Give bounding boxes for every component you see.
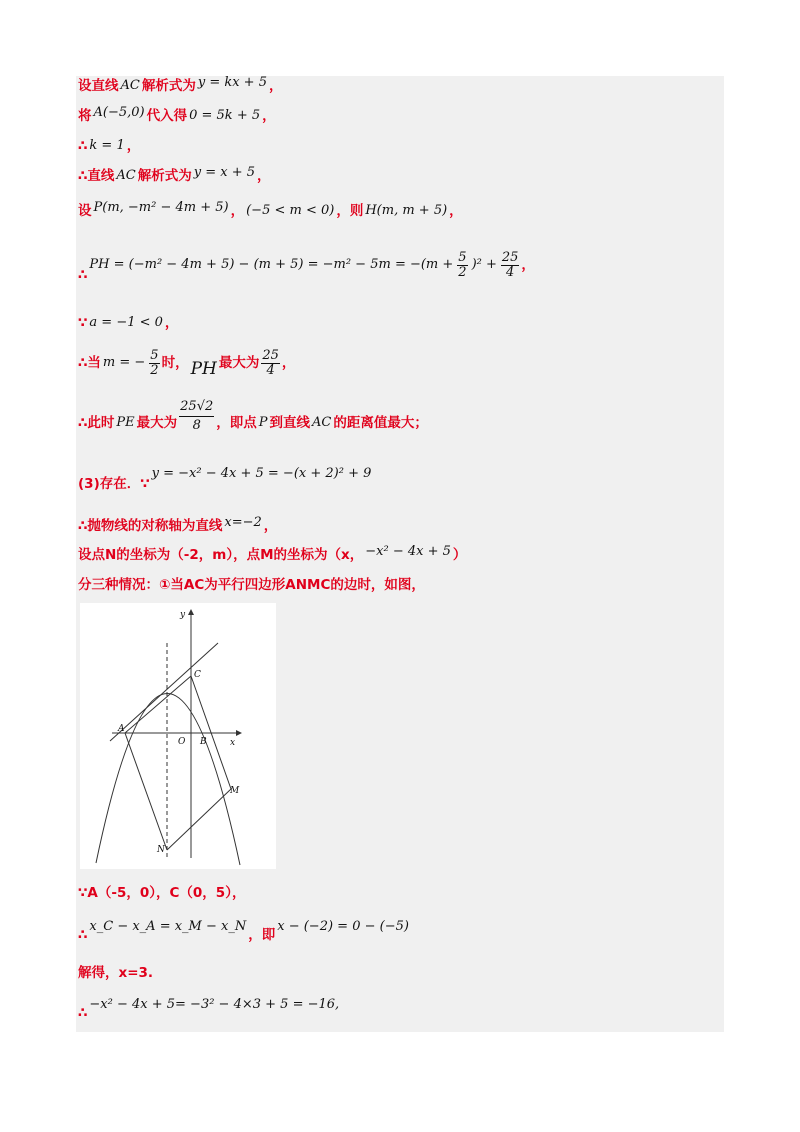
- denominator: 4: [506, 264, 515, 280]
- math: y = kx + 5: [197, 75, 267, 90]
- text: ，: [263, 518, 278, 534]
- therefore-symbol: ∴: [78, 355, 88, 371]
- text: 此时: [87, 415, 115, 431]
- numerator: 25√2: [179, 398, 214, 417]
- fraction: [501, 251, 520, 280]
- text: A（-5，0），C（0，5），: [87, 885, 246, 901]
- text: ，: [126, 138, 141, 154]
- text: 最大为: [136, 415, 178, 431]
- segment-nm: [167, 789, 231, 850]
- line-5: [78, 200, 463, 219]
- because-symbol: ∵: [78, 315, 88, 331]
- label-m: M: [230, 786, 240, 796]
- math: AC: [312, 415, 332, 430]
- numerator: 25: [501, 249, 519, 265]
- denominator: 8: [192, 417, 201, 433]
- therefore-symbol: ∴: [78, 415, 88, 431]
- text: ，: [449, 203, 463, 219]
- label-c: C: [194, 670, 201, 680]
- therefore-symbol: ∴: [78, 1005, 88, 1021]
- numerator: 25: [262, 347, 279, 363]
- because-symbol: ∵: [78, 885, 88, 901]
- text: 到直线: [269, 415, 311, 431]
- math: m = −: [102, 355, 146, 370]
- math: P(m, −m² − 4m + 5): [93, 200, 229, 215]
- text: 最大为: [218, 355, 260, 371]
- parabola-diagram: [80, 603, 276, 869]
- fraction: [261, 349, 280, 378]
- math: P: [258, 415, 268, 430]
- line-8: [78, 346, 295, 380]
- text: ）: [452, 547, 467, 563]
- therefore-symbol: ∴: [78, 927, 88, 943]
- denominator: 2: [150, 362, 159, 378]
- line-9: [78, 396, 428, 436]
- text: 解析式为: [141, 78, 196, 94]
- text: 设: [78, 203, 92, 219]
- y-axis-arrow-icon: [188, 609, 194, 615]
- math: AC: [116, 168, 136, 183]
- therefore-symbol: ∴: [78, 267, 88, 283]
- line-6: [78, 249, 535, 283]
- numerator: 5: [150, 347, 159, 363]
- math: PH = (−m² − 4m + 5) − (m + 5) = −m² − 5m = −(m +: [89, 257, 454, 272]
- line-17: [78, 992, 341, 1021]
- text: 抛物线的对称轴为直线: [87, 518, 223, 534]
- text: 直线: [87, 168, 115, 184]
- text: 的距离值最大；: [333, 415, 428, 431]
- parabola-figure: [80, 603, 276, 869]
- text: 设点N的坐标为（-2，m），点M的坐标为（x，: [78, 547, 364, 563]
- text: ，则: [336, 203, 364, 219]
- text: ，: [262, 108, 276, 124]
- text: ，: [257, 168, 271, 184]
- line-10: [78, 466, 373, 490]
- therefore-symbol: ∴: [78, 138, 88, 154]
- fraction: [179, 398, 214, 435]
- therefore-symbol: ∴: [78, 168, 88, 184]
- x-axis-arrow-icon: [236, 730, 242, 736]
- text: 设直线: [78, 78, 119, 94]
- line-12: [78, 544, 467, 563]
- line-14: [78, 885, 245, 901]
- text: ，即: [248, 927, 276, 943]
- numerator: 5: [458, 249, 467, 265]
- line-16: [78, 965, 153, 981]
- text: ，即点: [216, 415, 257, 431]
- math: x − (−2) = 0 − (−5): [277, 919, 409, 934]
- text: 分三种情况：①当AC为平行四边形ANMC的边时，如图，: [78, 577, 425, 593]
- text: ，: [230, 203, 245, 219]
- line-3: [78, 138, 140, 154]
- text: 将: [78, 108, 92, 124]
- line-7: [78, 315, 178, 331]
- text: ，: [268, 78, 283, 94]
- math: a = −1 < 0: [89, 315, 163, 330]
- math: (−5 < m < 0): [246, 203, 335, 218]
- math: x_C − x_A = x_M − x_N: [89, 919, 247, 934]
- math: k = 1: [89, 138, 125, 153]
- text: ，: [164, 315, 179, 331]
- denominator: 4: [266, 362, 275, 378]
- segment-ac: [125, 676, 191, 733]
- label-x: x: [230, 738, 236, 748]
- math: y = x + 5: [193, 165, 256, 180]
- line-ac: [110, 643, 218, 741]
- text: ，: [281, 355, 296, 371]
- math: −x² − 4x + 5: [365, 544, 451, 559]
- line-1: [78, 75, 283, 94]
- math: 0 = 5k + 5: [189, 108, 261, 123]
- label-o: O: [178, 737, 186, 747]
- text: ，: [521, 257, 535, 273]
- denominator: 2: [458, 264, 467, 280]
- label-n: N: [157, 845, 165, 855]
- fraction: [149, 349, 159, 378]
- line-15: [78, 913, 411, 941]
- label-y: y: [180, 610, 186, 620]
- line-4: [78, 165, 271, 184]
- math: )² +: [471, 257, 497, 272]
- text: 代入得: [146, 108, 188, 124]
- fraction: [457, 251, 467, 280]
- label-a: A: [118, 724, 125, 734]
- text: (3)存在．: [78, 476, 141, 492]
- text: 当: [87, 355, 101, 371]
- text: 解析式为: [137, 168, 192, 184]
- line-11: [78, 515, 278, 534]
- line-13: [78, 577, 425, 593]
- text: 解得，x=3.: [78, 965, 154, 981]
- math: PE: [116, 415, 135, 430]
- math: x=−2: [224, 515, 262, 530]
- because-symbol: ∵: [140, 476, 150, 492]
- line-2: [78, 105, 276, 124]
- math: −x² − 4x + 5= −3² − 4×3 + 5 = −16,: [89, 997, 340, 1012]
- text: 时，: [161, 355, 189, 371]
- math: H(m, m + 5): [365, 203, 448, 218]
- therefore-symbol: ∴: [78, 518, 88, 534]
- parabola-curve: [96, 693, 240, 865]
- segment-an: [125, 733, 167, 850]
- math: AC: [120, 78, 140, 93]
- math: y = −x² − 4x + 5 = −(x + 2)² + 9: [151, 466, 372, 481]
- label-b: B: [200, 737, 207, 747]
- math: PH: [190, 359, 217, 379]
- math: A(−5,0): [93, 105, 145, 120]
